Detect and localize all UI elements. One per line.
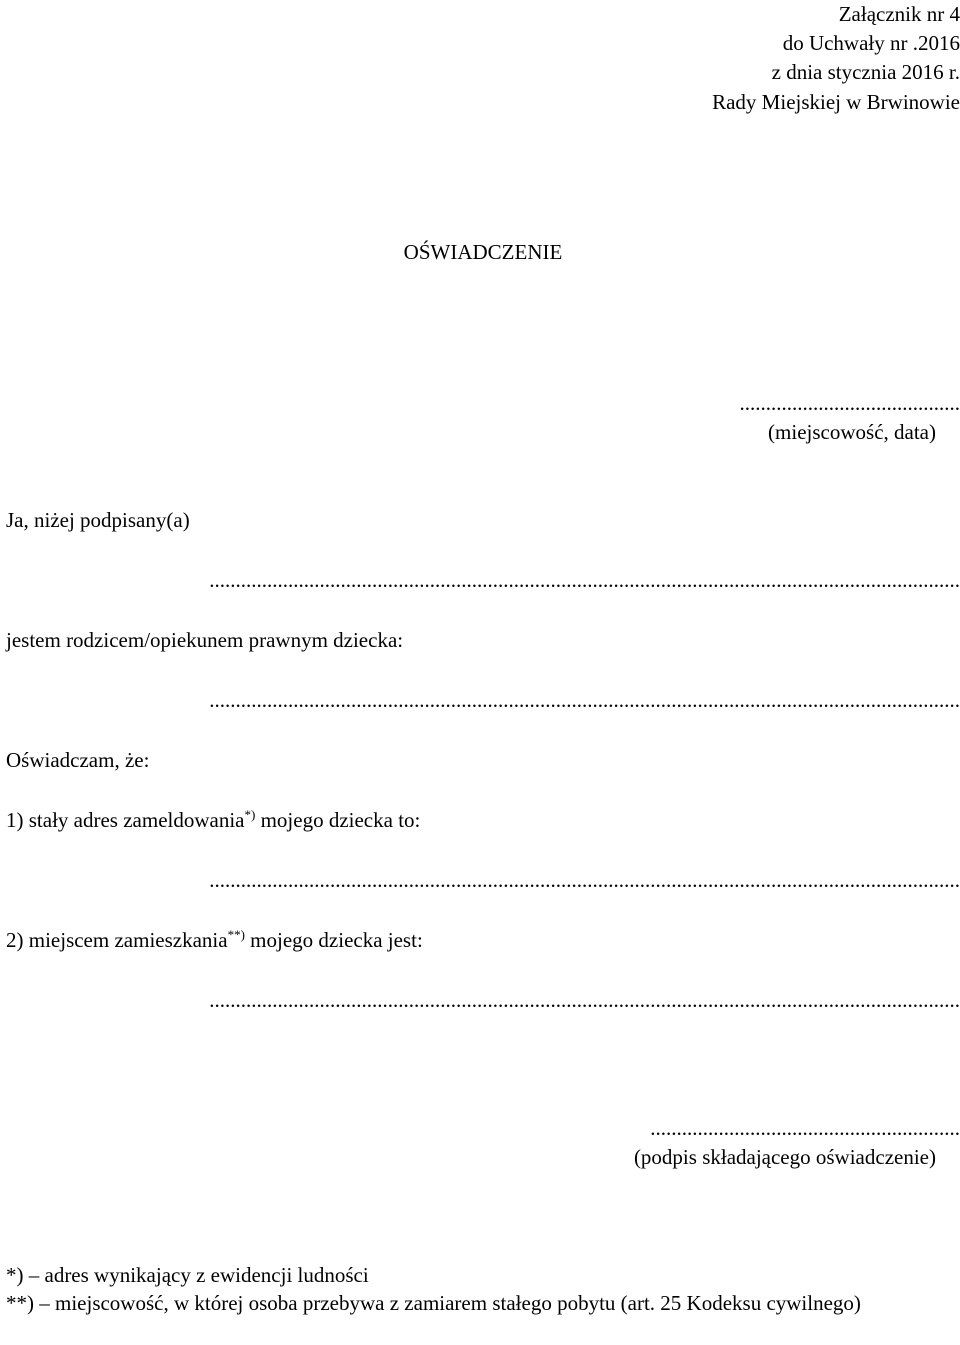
statement-item-1-text: 1) stały adres zameldowania — [6, 808, 245, 832]
signature-dots: ........................................................... — [650, 1114, 960, 1143]
signer-label: Ja, niżej podpisany(a) — [6, 506, 190, 535]
registered-address-dots: ............................................................................................................................................... — [6, 866, 960, 895]
child-label: jestem rodzicem/opiekunem prawnym dziecka: — [6, 626, 403, 655]
header-attachment-number: Załącznik nr 4 — [839, 0, 960, 29]
footnote-2: **) – miejscowość, w której osoba przebywa z zamiarem stałego pobytu (art. 25 Kodeksu cywilnego) — [6, 1289, 960, 1345]
child-name-dots: ............................................................................................................................................... — [6, 686, 960, 715]
footnote-ref-1: *) — [245, 807, 256, 822]
header-resolution-date: z dnia stycznia 2016 r. — [772, 58, 960, 87]
header-resolution-number: do Uchwały nr .2016 — [783, 29, 960, 58]
statement-item-2 — [6, 926, 423, 955]
footnote-ref-2: **) — [228, 927, 245, 942]
header-council-name: Rady Miejskiej w Brwinowie — [712, 88, 960, 117]
signature-label: (podpis składającego oświadczenie) — [634, 1143, 936, 1172]
statement-item-2-rest: mojego dziecka jest: — [245, 928, 423, 952]
statement-item-1-rest: mojego dziecka to: — [255, 808, 420, 832]
statement-item-2-text: 2) miejscem zamieszkania — [6, 928, 228, 952]
place-date-label: (miejscowość, data) — [768, 418, 936, 447]
signer-name-dots: ............................................................................................................................................... — [6, 566, 960, 595]
statement-intro: Oświadczam, że: — [6, 746, 149, 775]
page-title: OŚWIADCZENIE — [0, 238, 960, 267]
place-date-dots: .......................................... — [740, 389, 960, 418]
statement-item-1 — [6, 806, 420, 835]
residence-address-dots: ............................................................................................................................................... — [6, 986, 960, 1015]
footnote-1: *) – adres wynikający z ewidencji ludności — [6, 1261, 960, 1290]
